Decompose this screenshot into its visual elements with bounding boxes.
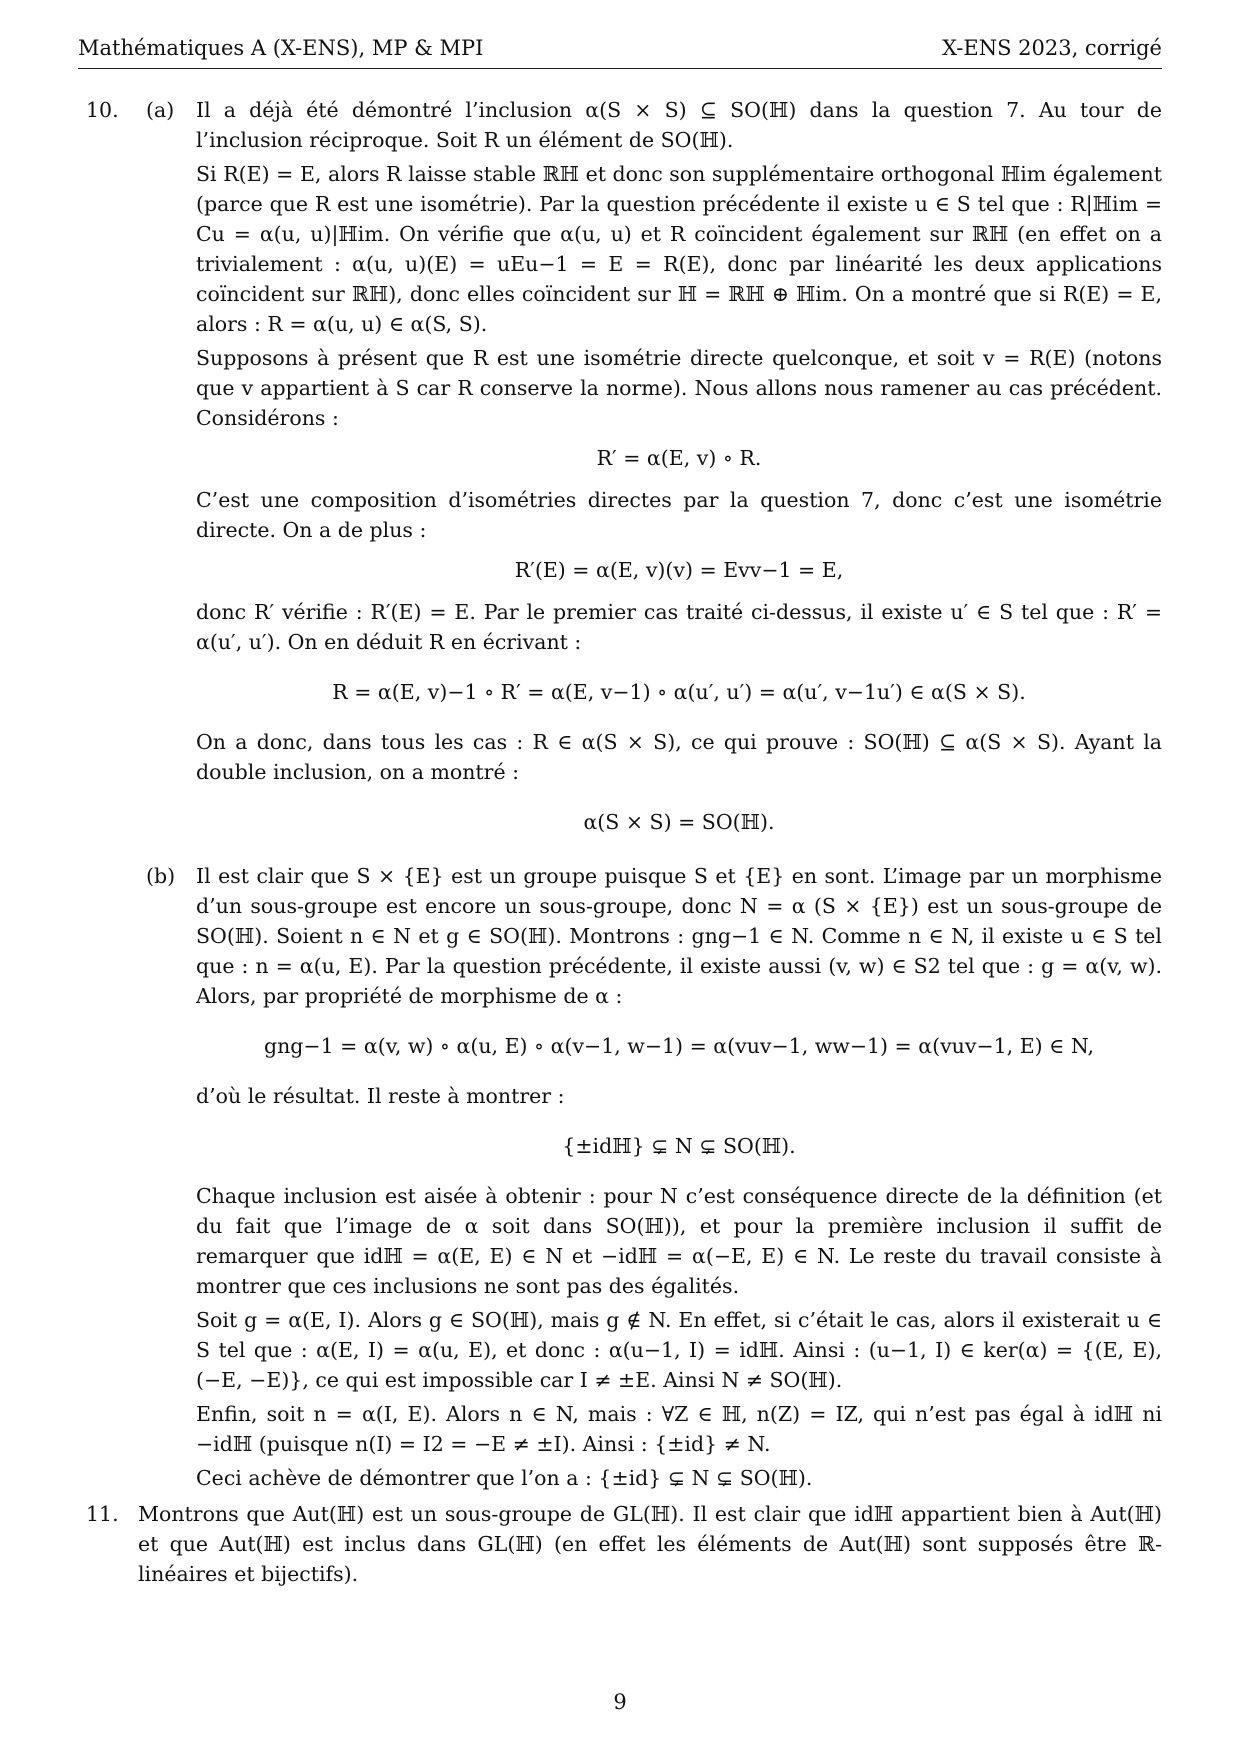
question-number: 10. [86, 98, 119, 122]
paragraph: Il a déjà été démontré l’inclusion α(S × S) ⊆ SO(ℍ) dans la question 7. Au tour de l’inclusion réciproque. Soit R un élément de SO(ℍ). [196, 98, 1162, 152]
question-number: 11. [86, 1502, 119, 1526]
paragraph: On a donc, dans tous les cas : R ∈ α(S × S), ce qui prouve : SO(ℍ) ⊆ α(S × S). Ayant la double inclusion, on a montré : [196, 730, 1162, 784]
equation: α(S × S) = SO(ℍ). [583, 810, 775, 834]
subquestion-a [146, 95, 1162, 837]
subquestion-label: (b) [146, 864, 176, 888]
paragraph: Supposons à présent que R est une isométrie directe quelconque, et soit v = R(E) (notons que v appartient à S car R conserve la norme). Nous allons nous ramener au cas précédent. Considérons : [196, 346, 1162, 430]
subquestion-b [146, 861, 1162, 1493]
equation: {±idℍ} ⊊ N ⊊ SO(ℍ). [562, 1134, 796, 1158]
document-body [78, 95, 1162, 1589]
paragraph: Ceci achève de démontrer que l’on a : {±id} ⊊ N ⊊ SO(ℍ). [196, 1466, 813, 1490]
equation: R′ = α(E, v) ∘ R. [596, 446, 762, 470]
question-11 [78, 1499, 1162, 1589]
equation: R = α(E, v)−1 ∘ R′ = α(E, v−1) ∘ α(u′, u′) = α(u′, v−1u′) ∈ α(S × S). [332, 680, 1026, 704]
header-right: X-ENS 2023, corrigé [942, 36, 1162, 60]
equation: R′(E) = α(E, v)(v) = Evv−1 = E, [514, 558, 844, 582]
paragraph: Chaque inclusion est aisée à obtenir : pour N c’est conséquence directe de la définition (et du fait que l’image de α soit dans SO(ℍ)), et pour la première inclusion il suffit de remarquer que idℍ = α(E, E) ∈ N et −idℍ = α(−E, E) ∈ N. Le reste du travail consiste à montrer que ces inclusions ne sont pas des égalités. [196, 1184, 1162, 1298]
page-number: 9 [613, 1690, 627, 1714]
paragraph: Si R(E) = E, alors R laisse stable ℝℍ et donc son supplémentaire orthogonal ℍim également (parce que R est une isométrie). Par la question précédente il existe u ∈ S tel que : R|ℍim = Cu = α(u, u)|ℍim. On vérifie que α(u, u) et R coïncident également sur ℝℍ (en effet on a trivialement : α(u, u)(E) = uEu−1 = E = R(E), donc par linéarité les deux applications coïncident sur ℝℍ), donc elles coïncident sur ℍ = ℝℍ ⊕ ℍim. On a montré que si R(E) = E, alors : R = α(u, u) ∈ α(S, S). [196, 162, 1162, 336]
subquestion-label: (a) [146, 98, 175, 122]
paragraph: d’où le résultat. Il reste à montrer : [196, 1084, 565, 1108]
header-left: Mathématiques A (X-ENS), MP & MPI [78, 36, 484, 60]
running-header [78, 36, 1162, 69]
equation: gng−1 = α(v, w) ∘ α(u, E) ∘ α(v−1, w−1) = α(vuv−1, ww−1) = α(vuv−1, E) ∈ N, [263, 1034, 1095, 1058]
paragraph: donc R′ vérifie : R′(E) = E. Par le premier cas traité ci-dessus, il existe u′ ∈ S tel que : R′ = α(u′, u′). On en déduit R en écrivant : [196, 600, 1162, 654]
paragraph: Montrons que Aut(ℍ) est un sous-groupe de GL(ℍ). Il est clair que idℍ appartient bien à Aut(ℍ) et que Aut(ℍ) est inclus dans GL(ℍ) (en effet les éléments de Aut(ℍ) sont supposés être ℝ-linéaires et bijectifs). [138, 1502, 1162, 1586]
page [78, 36, 1162, 1593]
paragraph: C’est une composition d’isométries directes par la question 7, donc c’est une isométrie directe. On a de plus : [196, 488, 1162, 542]
paragraph: Enfin, soit n = α(I, E). Alors n ∈ N, mais : ∀Z ∈ ℍ, n(Z) = IZ, qui n’est pas égal à idℍ ni −idℍ (puisque n(I) = I2 = −E ≠ ±I). Ainsi : {±id} ≠ N. [196, 1402, 1162, 1456]
question-10 [78, 95, 1162, 1493]
paragraph: Soit g = α(E, I). Alors g ∈ SO(ℍ), mais g ∉ N. En effet, si c’était le cas, alors il existerait u ∈ S tel que : α(E, I) = α(u, E), et donc : α(u−1, I) = idℍ. Ainsi : (u−1, I) ∈ ker(α) = {(E, E), (−E, −E)}, ce qui est impossible car I ≠ ±E. Ainsi N ≠ SO(ℍ). [196, 1308, 1162, 1392]
paragraph: Il est clair que S × {E} est un groupe puisque S et {E} en sont. L’image par un morphisme d’un sous-groupe est encore un sous-groupe, donc N = α (S × {E}) est un sous-groupe de SO(ℍ). Soient n ∈ N et g ∈ SO(ℍ). Montrons : gng−1 ∈ N. Comme n ∈ N, il existe u ∈ S tel que : n = α(u, E). Par la question précédente, il existe aussi (v, w) ∈ S2 tel que : g = α(v, w). Alors, par propriété de morphisme de α : [196, 864, 1162, 1008]
